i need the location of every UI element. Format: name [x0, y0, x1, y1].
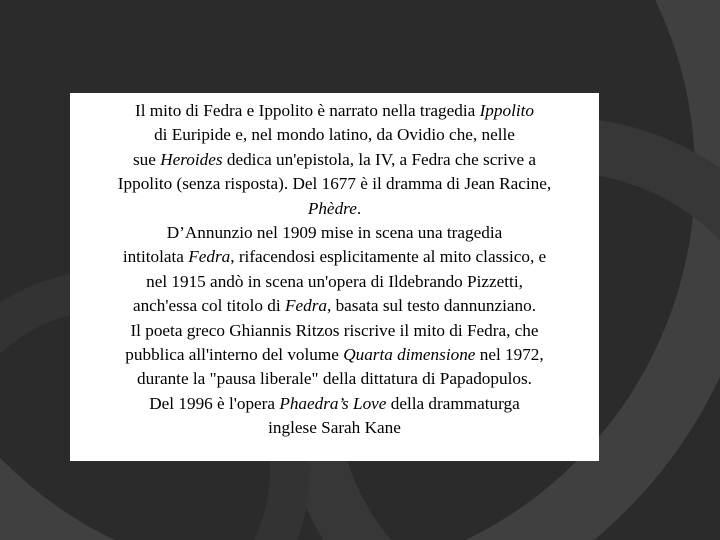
italic-title: Fedra — [284, 296, 327, 316]
text-line — [70, 148, 599, 172]
italic-title: Phèdre — [307, 198, 357, 218]
text-run: Il mito di Fedra e Ippolito è narrato nella tragedia — [134, 101, 480, 120]
text-line — [70, 221, 599, 245]
italic-title: Phaedra’s Love — [279, 393, 387, 413]
text-run: D’Annunzio nel 1909 mise in scena una tragedia — [166, 223, 503, 243]
italic-title: Ippolito — [479, 101, 535, 120]
text-line — [70, 123, 599, 147]
text-line — [70, 99, 599, 123]
text-run: intitolata — [122, 247, 189, 267]
text-line — [70, 270, 599, 294]
text-run: della drammaturga — [386, 393, 520, 413]
text-run: anch'essa col titolo di — [132, 296, 285, 316]
text-run: nel 1972, — [475, 345, 544, 365]
text-run: inglese Sarah Kane — [268, 418, 401, 438]
text-run: Del 1996 è l'opera — [149, 393, 280, 413]
italic-title: Heroides — [160, 149, 223, 169]
text-run: , rifacendosi esplicitamente al mito classico, e — [230, 247, 547, 267]
text-line — [70, 245, 599, 269]
text-line — [70, 294, 599, 318]
text-run: durante la "pausa liberale" della dittatura di Papadopulos. — [137, 369, 532, 389]
text-line — [70, 367, 599, 391]
slide-body-text — [70, 99, 599, 441]
italic-title: Fedra — [188, 247, 231, 267]
text-line — [70, 416, 599, 440]
text-line — [70, 392, 599, 416]
text-run: dedica un'epistola, la IV, a Fedra che scrive a — [222, 149, 537, 169]
text-run: Ippolito (senza risposta). Del 1677 è il dramma di Jean Racine, — [117, 174, 552, 194]
text-run: Il poeta greco Ghiannis Ritzos riscrive il mito di Fedra, che — [130, 320, 539, 340]
text-run: di Euripide e, nel mondo latino, da Ovidio che, nelle — [154, 125, 515, 145]
text-line — [70, 197, 599, 221]
slide-text-box — [70, 93, 599, 461]
italic-title: Quarta dimensione — [343, 345, 476, 365]
text-run: nel 1915 andò in scena un'opera di Ildebrando Pizzetti, — [146, 271, 523, 291]
text-run: , basata sul testo dannunziano. — [326, 296, 537, 316]
text-line — [70, 172, 599, 196]
text-line — [70, 343, 599, 367]
text-line — [70, 319, 599, 343]
text-run: pubblica all'interno del volume — [125, 345, 344, 365]
text-run: sue — [132, 149, 161, 169]
text-run: . — [356, 198, 362, 218]
